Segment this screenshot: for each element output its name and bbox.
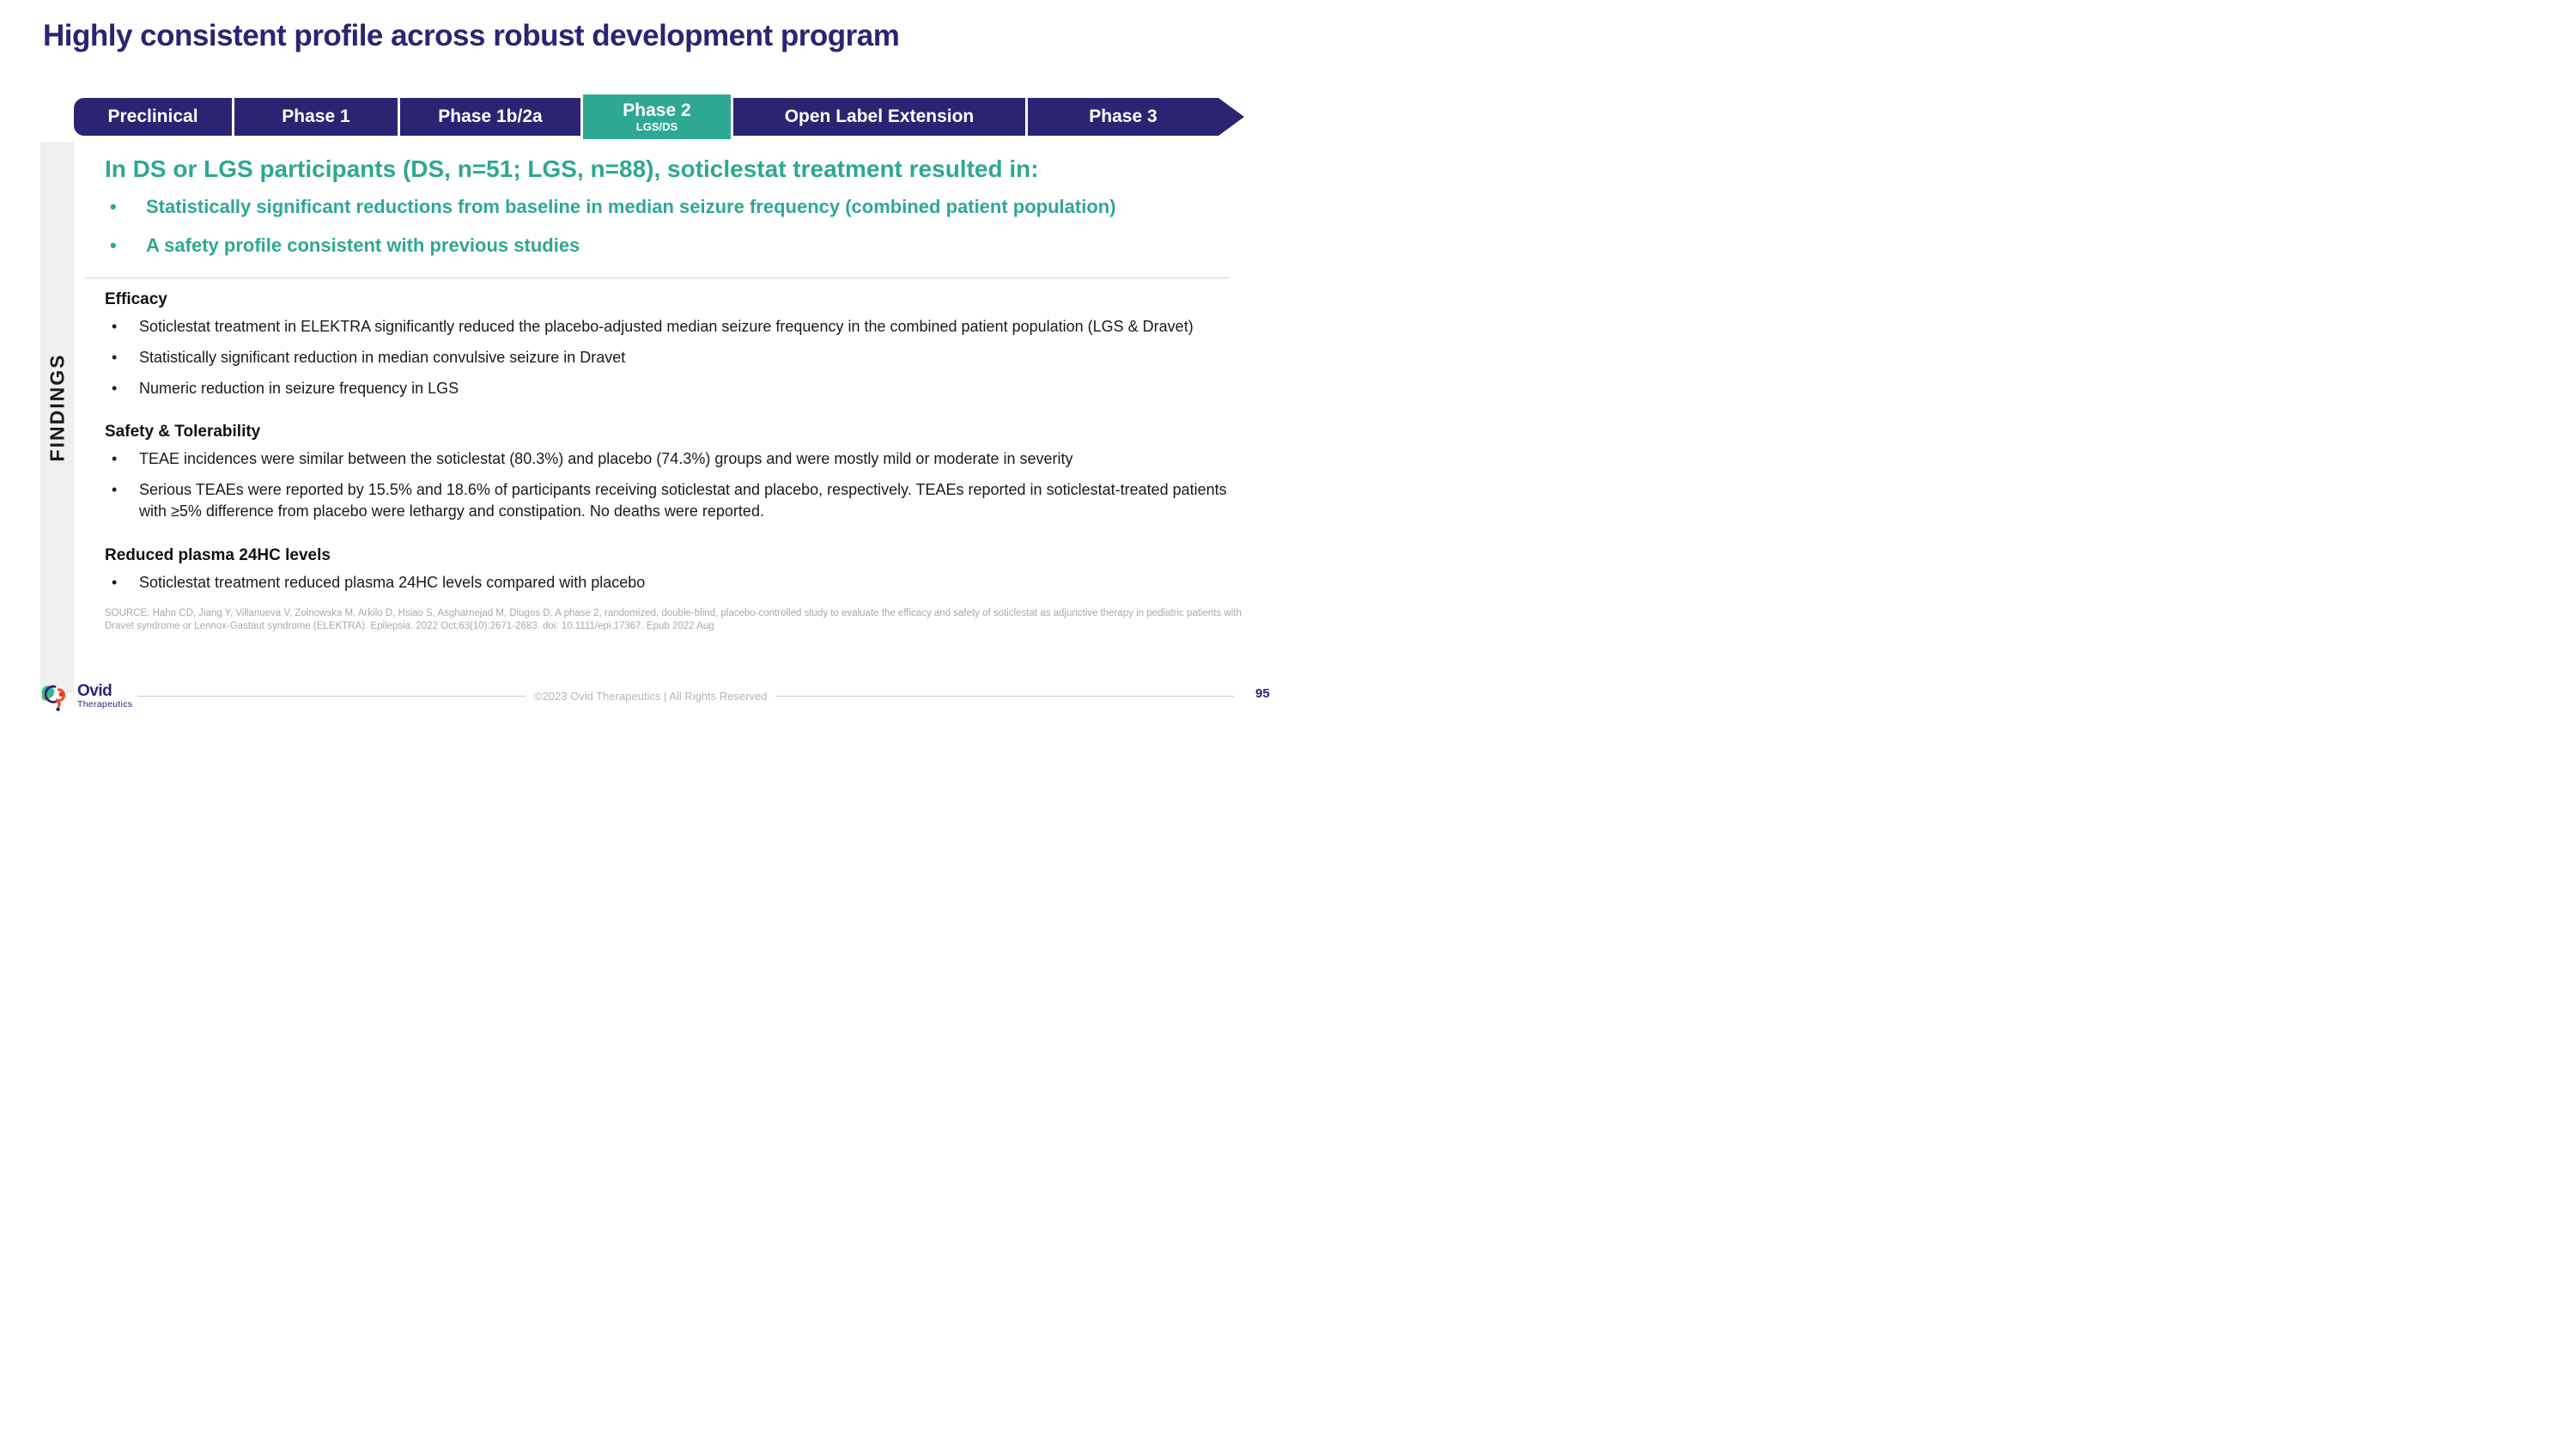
phase-label: Phase 1 [282, 106, 350, 126]
phase-label: Open Label Extension [784, 106, 975, 126]
phase-label: Preclinical [107, 106, 198, 126]
footer-rule-right [775, 696, 1234, 697]
phase-label: Phase 3 [1089, 106, 1157, 126]
efficacy-bullet: • Statistically significant reduction in median convulsive seizure in Dravet [105, 347, 1234, 368]
phase-segment-phase2-highlighted [583, 94, 731, 139]
findings-label: FINDINGS [46, 353, 69, 461]
ovid-therapeutics-logo [38, 683, 132, 714]
source-citation: SOURCE: Hahn CD, Jiang Y, Villanueva V, Zolnowska M, Arkilo D, Hsiao S, Asgharnejad M, Dlugos D. A phase 2, randomized, double-blind, placebo-controlled study to evaluate the efficacy and safety of soticlestat as adjunctive therapy in pediatric patients with Dravet syndrome or Lennox-Gastaut syndrome (ELEKTRA). Epilepsia. 2022 Oct;63(10):2671-2683. doi: 10.1111/epi.17367. Epub 2022 Aug [105, 607, 1242, 631]
safety-bullet: • TEAE incidences were similar between the soticlestat (80.3%) and placebo (74.3%) groups and were mostly mild or moderate in severity [105, 448, 1234, 470]
footer [137, 690, 1234, 703]
phase-segment-open-label-extension [733, 98, 1025, 136]
phase-timeline [74, 94, 1244, 139]
phase-segment-phase1b2a [400, 98, 580, 136]
key-finding-item: • Statistically significant reductions from baseline in median seizure frequency (combined patient population) [105, 194, 1234, 220]
page-number: 95 [1255, 686, 1270, 701]
logo-text [77, 683, 132, 709]
section-divider [86, 277, 1230, 278]
efficacy-bullet: • Numeric reduction in seizure frequency in LGS [105, 378, 1234, 399]
main-content [105, 155, 1242, 633]
findings-sidebar [40, 142, 74, 693]
logo-tagline: Therapeutics [77, 699, 133, 709]
safety-bullet: • Serious TEAEs were reported by 15.5% and 18.6% of participants receiving soticlestat and placebo, respectively. TEAEs reported in soticlestat-treated patients with ≥5% difference from placebo were lethargy and constipation. No deaths were reported. [105, 479, 1234, 522]
logo-name: Ovid [77, 682, 112, 700]
plasma-24hc-bullet: • Soticlestat treatment reduced plasma 24HC levels compared with placebo [105, 572, 1234, 594]
plasma-24hc-heading: Reduced plasma 24HC levels [105, 545, 331, 564]
page-title: Highly consistent profile across robust development program [43, 19, 900, 52]
efficacy-heading: Efficacy [105, 289, 167, 308]
footer-rule-left [137, 696, 526, 697]
ovid-brain-icon [38, 683, 72, 714]
phase-segment-phase1 [234, 98, 398, 136]
phase-segment-phase3 [1028, 98, 1244, 136]
slide-root [0, 0, 1288, 725]
footer-copyright: ©2023 Ovid Therapeutics | All Rights Reserved [534, 690, 768, 703]
key-findings-list [105, 194, 1234, 259]
phase-sublabel: LGS/DS [635, 119, 678, 133]
phase-label: Phase 1b/2a [438, 106, 543, 126]
efficacy-bullet: • Soticlestat treatment in ELEKTRA significantly reduced the placebo-adjusted median seizure frequency in the combined patient population (LGS & Dravet) [105, 316, 1234, 338]
safety-heading: Safety & Tolerability [105, 423, 261, 441]
phase-segment-phase3-body [1028, 98, 1218, 136]
phase-segment-preclinical [74, 98, 232, 136]
key-findings-heading: In DS or LGS participants (DS, n=51; LGS, n=88), soticlestat treatment resulted in: [105, 155, 1039, 182]
key-finding-item: • A safety profile consistent with previous studies [105, 233, 1234, 259]
phase-label: Phase 2 [623, 100, 691, 120]
timeline-arrow-icon [1218, 98, 1244, 136]
